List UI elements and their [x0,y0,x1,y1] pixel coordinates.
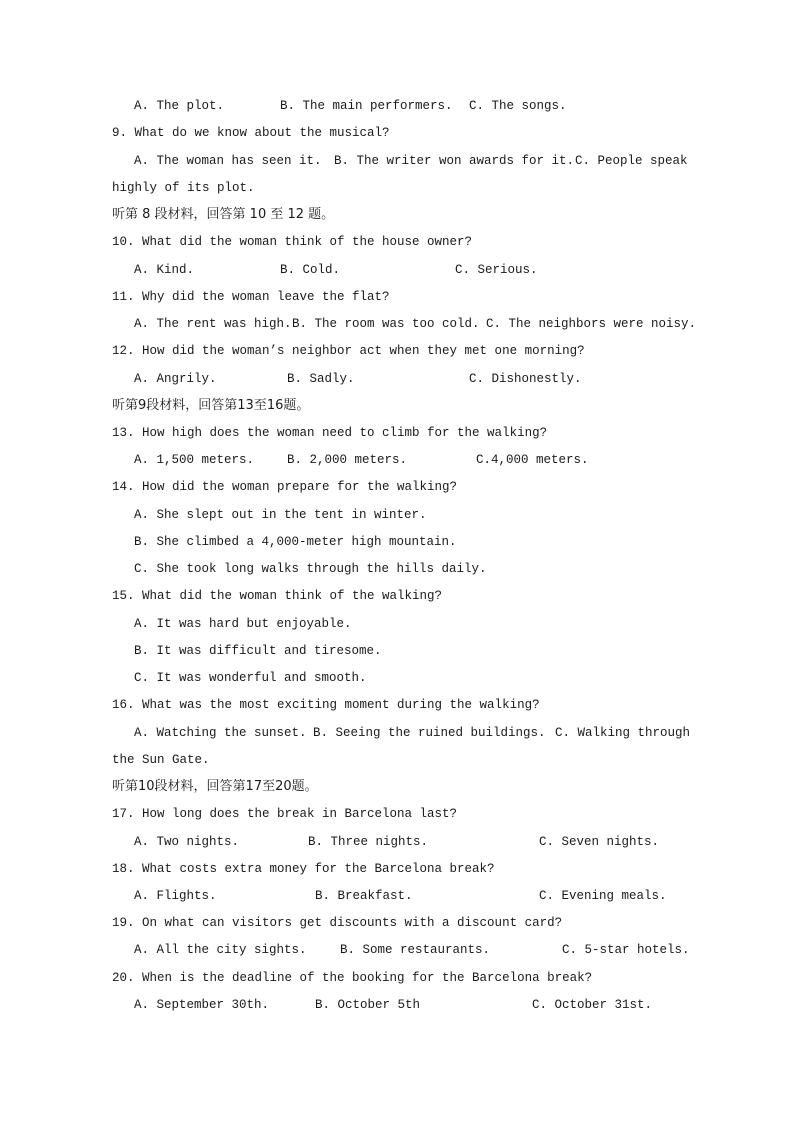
question-15-stem: 15. What did the woman think of the walking? [112,589,443,603]
option-b: B. 2,000 meters. [287,453,408,467]
option-a: A. The plot. [134,99,225,113]
option-a: A. Flights. [134,889,217,903]
section-heading-10: 听第10段材料，回答第17至20题。 [112,779,318,794]
option-b: B. Breakfast. [315,889,413,903]
question-14-stem: 14. How did the woman prepare for the walking? [112,480,458,494]
option-a: A. 1,500 meters. [134,453,255,467]
question-13-stem: 13. How high does the woman need to climb for the walking? [112,426,548,440]
option-c: C. Evening meals. [539,889,667,903]
option-a: A. The woman has seen it. [134,154,322,168]
option-c: C. 5-star hotels. [562,943,690,957]
option-c: C. October 31st. [532,998,653,1012]
question-9-continuation: highly of its plot. [112,181,255,195]
option-a: A. It was hard but enjoyable. [134,617,352,631]
option-b: B. The main performers. [280,99,453,113]
option-c: C. The neighbors were noisy. [486,317,697,331]
question-9-stem: 9. What do we know about the musical? [112,126,390,140]
option-c: C. People speak [575,154,688,168]
question-17-stem: 17. How long does the break in Barcelona last? [112,807,458,821]
option-b: B. The writer won awards for it. [334,154,575,168]
question-19-stem: 19. On what can visitors get discounts with a discount card? [112,916,563,930]
option-c: C. She took long walks through the hills daily. [134,562,487,576]
question-11-stem: 11. Why did the woman leave the flat? [112,290,390,304]
question-20-stem: 20. When is the deadline of the booking for the Barcelona break? [112,971,593,985]
question-18-stem: 18. What costs extra money for the Barcelona break? [112,862,495,876]
option-a: A. The rent was high. [134,317,292,331]
option-a: A. Angrily. [134,372,217,386]
option-c: C. Dishonestly. [469,372,582,386]
option-a: A. Watching the sunset. [134,726,307,740]
question-16-continuation: the Sun Gate. [112,753,210,767]
option-c: C. Serious. [455,263,538,277]
section-heading-8: 听第 8 段材料，回答第 10 至 12 题。 [112,207,335,222]
option-b: B. Three nights. [308,835,429,849]
option-a: A. All the city sights. [134,943,307,957]
option-c: C. It was wonderful and smooth. [134,671,367,685]
question-12-stem: 12. How did the woman’s neighbor act when they met one morning? [112,344,585,358]
section-heading-9: 听第9段材料，回答第13至16题。 [112,398,310,413]
option-a: A. September 30th. [134,998,270,1012]
option-a: A. Two nights. [134,835,240,849]
option-b: B. Sadly. [287,372,355,386]
option-c: C. Seven nights. [539,835,660,849]
option-b: B. It was difficult and tiresome. [134,644,382,658]
option-a: A. Kind. [134,263,195,277]
option-c: C. Walking through [555,726,691,740]
option-b: B. She climbed a 4,000-meter high mountain. [134,535,457,549]
option-b: B. Cold. [280,263,341,277]
option-a: A. She slept out in the tent in winter. [134,508,427,522]
option-b: B. Some restaurants. [340,943,491,957]
option-c: C. The songs. [469,99,567,113]
option-c: C.4,000 meters. [476,453,589,467]
option-b: B. Seeing the ruined buildings. [313,726,546,740]
question-16-stem: 16. What was the most exciting moment during the walking? [112,698,540,712]
option-b: B. The room was too cold. [292,317,480,331]
option-b: B. October 5th [315,998,421,1012]
question-10-stem: 10. What did the woman think of the house owner? [112,235,473,249]
